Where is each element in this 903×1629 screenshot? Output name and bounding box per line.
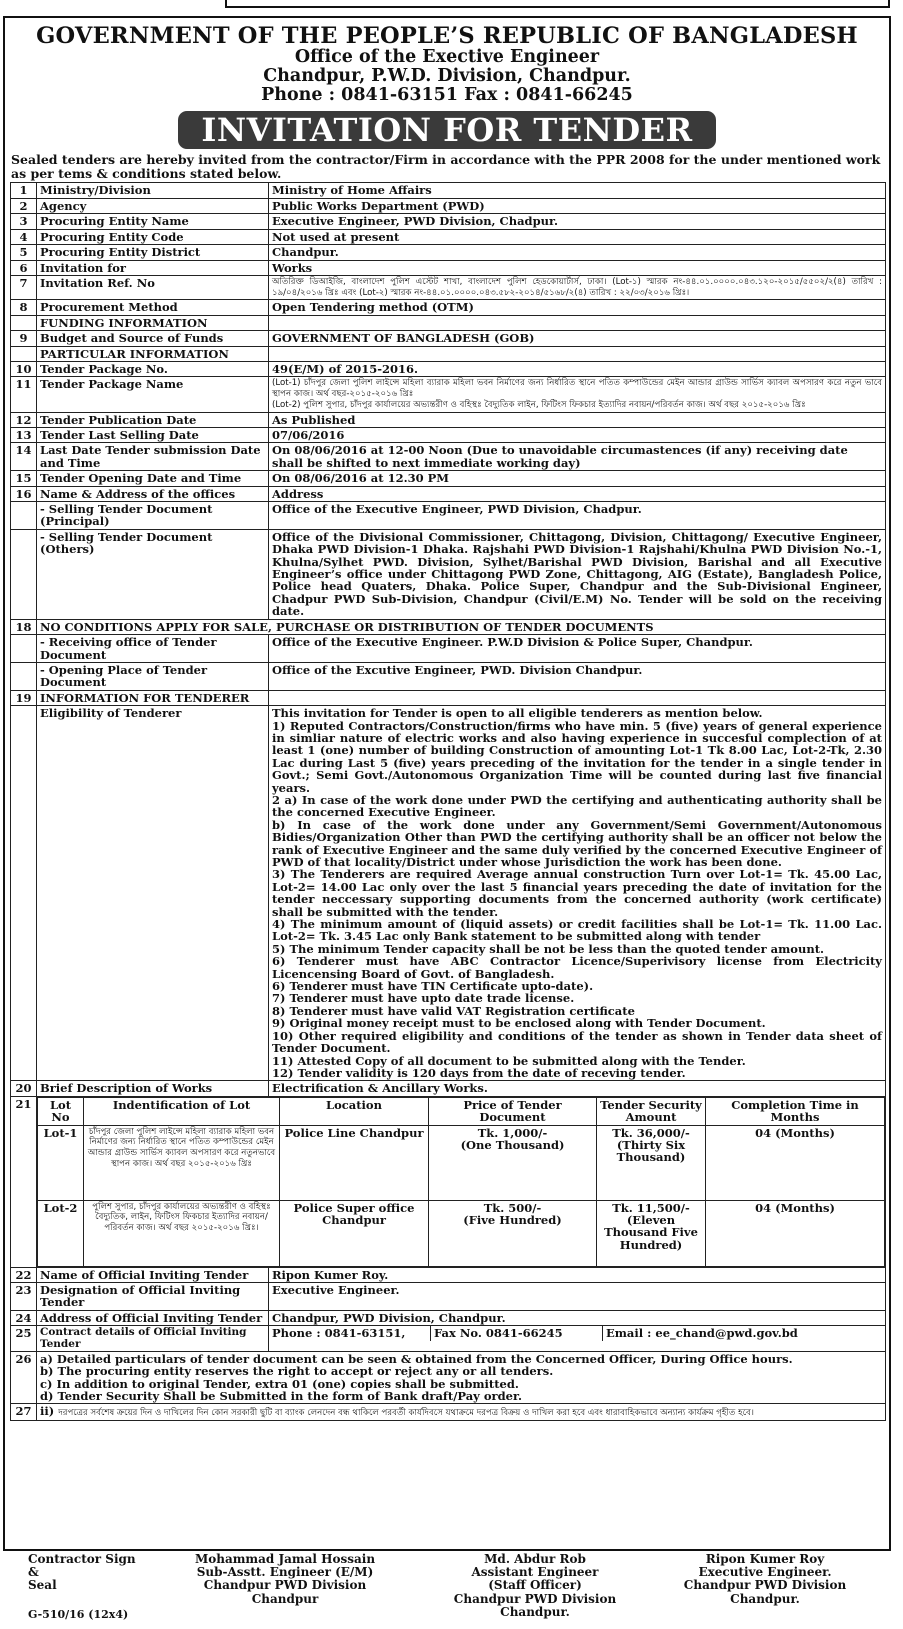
- tender-banner: INVITATION FOR TENDER: [178, 111, 716, 149]
- row-label: Budget and Source of Funds: [37, 331, 269, 346]
- table-row: [11, 315, 886, 330]
- table-row: [11, 377, 886, 412]
- row-label: Ministry/Division: [37, 183, 269, 198]
- eligibility-line: 6) Tenderer must have TIN Certificate upto-date).: [272, 979, 594, 994]
- holiday-note-text: দরপত্রের সর্বশেষ ক্রয়ের দিন ও দাখিলের দিন কোন সরকারী ছুটি বা ব্যাংক লেনদেন বন্ধ থাকিলে পরবর্তী কার্যদিবসে যথাক্রমে দরপত্র বিক্রয় ও দাখিল করা হবে এবং ধারাবাহিকভাবে অন্যান্য কার্যক্রম গৃহীত হবে।: [58, 1408, 754, 1419]
- table-row: [11, 260, 886, 275]
- table-row: [11, 1267, 886, 1282]
- table-row: [11, 1282, 886, 1310]
- row-value: Chandpur.: [269, 245, 886, 260]
- eligibility-line: 7) Tenderer must have upto date trade license.: [272, 991, 575, 1006]
- row-value: Office of the Excutive Engineer, PWD. Division Chandpur.: [269, 662, 886, 690]
- table-row: [11, 346, 886, 361]
- row-value: Works: [269, 260, 886, 275]
- top-border-stub: [225, 0, 890, 8]
- lot-row: [38, 1125, 885, 1200]
- eligibility-line: 8) Tenderer must have valid VAT Registration certificate: [272, 1003, 635, 1018]
- location-header: Location: [280, 1097, 429, 1125]
- row-number: 5: [11, 245, 37, 260]
- row-number: 10: [11, 362, 37, 377]
- lot-header: Lot No: [38, 1097, 84, 1125]
- row-number: 16: [11, 486, 37, 501]
- lot-price: Tk. 500/- (Five Hundred): [429, 1200, 597, 1266]
- row-value: Office of the Divisional Commissioner, Chittagong, Division, Chittagong/ Executive Engineer, Dhaka PWD Division-1 Dhaka. Rajshahi PWD Division-1 Rajshahi/Khulna PWD Division No.-1, Khulna/Sylhet PWD. Division, Sylhet/Barishal PWD Division, Barishal and all Executive Engineer’s office under Chittagong PWD Zone, Chittagong, AIG (Estate), Bangladesh Police, Police head Quaters, Dhaka. Police Super, Chandpur and the Sub-Divisional Engineer, Chadpur PWD Sub-Division, Chandpur (Civil/E.M) No. Tender will be sold on the receiving date.: [269, 529, 886, 619]
- table-row: [11, 198, 886, 213]
- row-number: 27: [11, 1404, 37, 1421]
- row-number: 3: [11, 214, 37, 229]
- lot-security: Tk. 36,000/- (Thirty Six Thousand): [597, 1125, 706, 1200]
- row-number: 22: [11, 1267, 37, 1282]
- table-row: [11, 619, 886, 634]
- eligibility-line: This invitation for Tender is open to all eligible tenderers as mention below.: [272, 706, 763, 721]
- table-row: [11, 331, 886, 346]
- contact-details: [269, 1326, 886, 1352]
- publication-code: G-510/16 (12x4): [28, 1608, 129, 1621]
- note-line: c) In addition to original Tender, extra 01 (one) copies shall be submitted.: [40, 1376, 519, 1391]
- row-value: Open Tendering method (OTM): [269, 300, 886, 315]
- holiday-note: ii) দরপত্রের সর্বশেষ ক্রয়ের দিন ও দাখিলের দিন কোন সরকারী ছুটি বা ব্যাংক লেনদেন বন্ধ থাকিলে পরবর্তী কার্যদিবসে যথাক্রমে দরপত্র বিক্রয় ও দাখিল করা হবে এবং ধারাবাহিকভাবে অন্যান্য কার্যক্রম গৃহীত হবে।: [37, 1404, 886, 1421]
- lot-security: Tk. 11,500/- (Eleven Thousand Five Hundred): [597, 1200, 706, 1266]
- row-label: Procuring Entity District: [37, 245, 269, 260]
- table-row: [11, 471, 886, 486]
- security-header: Tender Security Amount: [597, 1097, 706, 1125]
- row-number: 11: [11, 377, 37, 412]
- intro-text: Sealed tenders are hereby invited from the contractor/Firm in accordance with the PPR 2008 for the under mentioned work as per tems & conditions stated below.: [11, 151, 881, 181]
- table-row: [11, 362, 886, 377]
- row-label: Contract details of Official Inviting Tender: [37, 1326, 269, 1352]
- row-label: Invitation for: [37, 260, 269, 275]
- row-value: Ripon Kumer Roy.: [269, 1267, 886, 1282]
- row-number: 21: [11, 1096, 37, 1267]
- executive-engineer-signature: Ripon Kumer Roy Executive Engineer. Chandpur PWD Division Chandpur.: [683, 1552, 847, 1606]
- row-number: 8: [11, 300, 37, 315]
- lot-location: Police Line Chandpur: [280, 1125, 429, 1200]
- table-row: [11, 635, 886, 663]
- completion-header: Completion Time in Months: [706, 1097, 885, 1125]
- row-label: Procuring Entity Name: [37, 214, 269, 229]
- table-row: [11, 245, 886, 260]
- table-row: [11, 229, 886, 244]
- table-row: [11, 529, 886, 619]
- lot-number: Lot-1: [38, 1125, 84, 1200]
- eligibility-line: 1) Reputed Contractors/Construction/firms who have min. 5 (five) years of general experience in simliar nature of electric works and also having experience in succesful complection of at least 1 (one) number of building Construction of amounting Lot-1 Tk 8.00 Lac, Lot-2-Tk, 2.30 Lac during Last 5 (five) years preceding of the invitation for the tender in a single tender in Govt.; Semi Govt./Autonomous Organization Time will be counted during last five financial years.: [272, 718, 882, 795]
- row-value: Executive Engineer.: [269, 1282, 886, 1310]
- row-value: Public Works Department (PWD): [269, 198, 886, 213]
- row-label: - Opening Place of Tender Document: [37, 662, 269, 690]
- row-label: Name & Address of the offices: [37, 486, 269, 501]
- table-row: [11, 1081, 886, 1096]
- row-label: Agency: [37, 198, 269, 213]
- row-value: Office of the Executive Engineer. P.W.D Division & Police Super, Chandpur.: [269, 635, 886, 663]
- table-row: [11, 300, 886, 315]
- row-value: Not used at present: [269, 229, 886, 244]
- eligibility-line: 5) The minimum Tender capacity shall be not be less than the quoted tender amount.: [272, 941, 825, 956]
- fax-text: Fax No. 0841-66245: [431, 1326, 603, 1340]
- row-label: - Receiving office of Tender Document: [37, 635, 269, 663]
- row-value: Address: [269, 486, 886, 501]
- ident-header: Indentification of Lot: [84, 1097, 280, 1125]
- lot-completion: 04 (Months): [706, 1200, 885, 1266]
- row-number: 1: [11, 183, 37, 198]
- eligibility-line: 4) The minimum amount of (liquid assets) or credit facilities shall be Lot-1= Tk. 11.00 Lac. Lot-2= Tk. 3.45 Lac only Bank statement to be submitted along with tender: [272, 917, 882, 944]
- office-title: Office of the Exective Engineer: [294, 47, 600, 68]
- eligibility-line: 10) Other required eligibility and conditions of the tender as shown in Tender data sheet of Tender Document.: [272, 1028, 882, 1056]
- lot-header-row: [38, 1097, 885, 1125]
- table-row: [11, 214, 886, 229]
- row-number: 26: [11, 1351, 37, 1404]
- row-number: 2: [11, 198, 37, 213]
- price-header: Price of Tender Document: [429, 1097, 597, 1125]
- row-label: Tender Package No.: [37, 362, 269, 377]
- row-number: 23: [11, 1282, 37, 1310]
- row-label: Last Date Tender submission Date and Time: [37, 443, 269, 471]
- row-number: 4: [11, 229, 37, 244]
- row-number: 20: [11, 1081, 37, 1096]
- lot-identification: পুলিশ সুপার, চাঁদপুর কার্যালয়ের অভ্যন্তরীণ ও বহিস্থঃ বৈদ্যুতিক, লাইন, ফিটিংস ফিকচার ইত্যাদির নবায়ন/পরিবর্তন কাজ। অর্থ বছর ২০১৫-২০১৬ খ্রিঃ।: [84, 1200, 280, 1266]
- row-label: Tender Publication Date: [37, 412, 269, 427]
- table-row: [11, 690, 886, 705]
- eligibility-line: 6) Tenderer must have ABC Contractor Licence/Superivisory license from Electricity Licencensing Board of Govt. of Bangladesh.: [272, 954, 882, 981]
- lot-number: Lot-2: [38, 1200, 84, 1266]
- row-label: Designation of Official Inviting Tender: [37, 1282, 269, 1310]
- row-label: Name of Official Inviting Tender: [37, 1267, 269, 1282]
- table-row: [11, 1096, 886, 1267]
- row-number: 15: [11, 471, 37, 486]
- package-lot2: (Lot-2) পুলিশ সুপার, চাঁদপুর কার্যালয়ের অভ্যন্তরীণ ও বহিস্থঃ বৈদ্যুতিক লাইন, ফিটিংস ফিকচার ইত্যাদির নবায়ন/পরিবর্তন কাজ। অর্থ বছর ২০১৫-২০১৬ খ্রিঃ: [272, 399, 806, 410]
- table-row: [11, 486, 886, 501]
- sub-asst-engineer-signature: Mohammad Jamal Hossain Sub-Asstt. Engineer (E/M) Chandpur PWD Division Chandpur: [194, 1552, 376, 1606]
- row-label: Eligibility of Tenderer: [37, 706, 269, 1081]
- lot-price: Tk. 1,000/- (One Thousand): [429, 1125, 597, 1200]
- notes: [37, 1351, 886, 1404]
- tender-notice: [3, 16, 891, 1551]
- note-line: d) Tender Security Shall be Submitted in the form of Bank draft/Pay order.: [40, 1389, 522, 1404]
- note-line: b) The procuring entity reserves the right to accept or reject any or all tenders.: [40, 1364, 554, 1379]
- office-address: Chandpur, P.W.D. Division, Chandpur.: [263, 66, 631, 87]
- eligibility-line: 9) Original money receipt must to be enclosed along with Tender Document.: [272, 1016, 766, 1031]
- row-number: 25: [11, 1326, 37, 1352]
- row-label: Invitation Ref. No: [37, 275, 269, 299]
- package-lot1: (Lot-1) চাঁদপুর জেলা পুলিশ লাইন্সে মহিলা ব্যারাক মহিলা ভবন নির্মাণের জন্য নির্ধারিত স্থানে পতিত কম্পাউন্ডের মেইন আন্ডার গ্রাউন্ড সার্ভিস ক্যাবল অপসারণ করে নতুন ভাবে স্থাপন কাজ। অর্থ বছর-২০১৫-২০১৬ খ্রিঃ: [272, 378, 882, 400]
- row-value: Electrification & Ancillary Works.: [269, 1081, 886, 1096]
- row-label: Brief Description of Works: [37, 1081, 269, 1096]
- eligibility-line: 2 a) In case of the work done under PWD the certifying and authenticating authority shall be the concerned Executive Engineer.: [272, 792, 882, 820]
- table-row: [11, 1351, 886, 1404]
- row-number: 18: [11, 619, 37, 634]
- table-row: [11, 1404, 886, 1421]
- email-text: Email : ee_chand@pwd.gov.bd: [606, 1326, 798, 1341]
- row-value: 07/06/2016: [269, 428, 886, 443]
- row-value: GOVERNMENT OF BANGLADESH (GOB): [269, 331, 886, 346]
- table-row: [11, 428, 886, 443]
- table-row: [11, 443, 886, 471]
- row-number: 19: [11, 690, 37, 705]
- lot-location: Police Super office Chandpur: [280, 1200, 429, 1266]
- section-heading: NO CONDITIONS APPLY FOR SALE, PURCHASE OR DISTRIBUTION OF TENDER DOCUMENTS: [37, 619, 886, 634]
- row-number: 24: [11, 1310, 37, 1325]
- row-label: Tender Opening Date and Time: [37, 471, 269, 486]
- section-heading: PARTICULAR INFORMATION: [37, 346, 269, 361]
- invitation-ref-value: অতিরিক্ত ডিআইজি, বাংলাদেশ পুলিশ এস্টেট শাখা, বাংলাদেশ পুলিশ হেডকোয়ার্টার্স, ঢাকা। (Lot-১) স্মারক নং-৪৪.০১.০০০০.০৪৩.১২০-২০১৫/৫৫০২/২(৪) তারিখ : ১৯/০৪/২০১৬ খ্রিঃ এবং (Lot-২) স্মারক নং-৪৪.০১.০০০০.০৪৩.৫৮২-২০১৪/৫১৬৮/২(৪) তারিখ : ২২/০৩/২০১৬ খ্রিঃ।: [269, 275, 886, 299]
- table-row: [11, 1310, 886, 1325]
- row-number: 13: [11, 428, 37, 443]
- lot-table: [37, 1097, 885, 1267]
- package-name-value: [269, 377, 886, 412]
- row-value: On 08/06/2016 at 12.30 PM: [269, 471, 886, 486]
- row-label: - Selling Tender Document (Principal): [37, 502, 269, 530]
- eligibility-line: 3) The Tenderers are required Average annual construction Turn over Lot-1= Tk. 45.00 Lac, Lot-2= 14.00 Lac only over the last 5 financial years preceding the date of invitation for the tender neccessary supporting documents from the concerned authority (work certificate) shall be submitted with the tender.: [272, 867, 882, 919]
- row-label: Tender Package Name: [37, 377, 269, 412]
- row-number: 7: [11, 275, 37, 299]
- table-row: [11, 275, 886, 299]
- eligibility-text: [269, 706, 886, 1081]
- contractor-signature: Contractor Sign & Seal: [28, 1552, 136, 1593]
- lot-completion: 04 (Months): [706, 1125, 885, 1200]
- eligibility-line: b) In case of the work done under any Government/Semi Government/Autonomous Bidies/Organization Other than PWD the certifying authority shall be an officer not below the rank of Executive Engineer and the same duly verified by the concerned Executive Engineer of PWD of that locality/District under whose Jurisdiction the work has been done.: [272, 817, 882, 870]
- row-value: Executive Engineer, PWD Division, Chadpur.: [269, 214, 886, 229]
- table-row: [11, 662, 886, 690]
- table-row: [11, 412, 886, 427]
- lot-identification: চাঁদপুর জেলা পুলিশ লাইন্সে মহিলা ব্যারাক মহিলা ভবন নির্মাণের জন্য নির্ধারিত স্থানে পতিত কম্পাউন্ডের মেইন আন্ডার গ্রাউন্ড সার্ভিস ক্যাবল অপসারণ করে নতুনভাবে স্থাপন কাজ। অর্থ বছর ২০১৫-২০১৬ খ্রিঃ: [84, 1125, 280, 1200]
- row-label: Address of Official Inviting Tender: [37, 1310, 269, 1325]
- row-value: Office of the Executive Engineer, PWD Division, Chadpur.: [269, 502, 886, 530]
- row-label: - Selling Tender Document (Others): [37, 529, 269, 619]
- office-phone: Phone : 0841-63151 Fax : 0841-66245: [261, 85, 633, 106]
- section-heading: FUNDING INFORMATION: [37, 315, 269, 330]
- lot-row: [38, 1200, 885, 1266]
- assistant-engineer-signature: Md. Abdur Rob Assistant Engineer (Staff Officer) Chandpur PWD Division Chandpur.: [453, 1552, 617, 1619]
- row-value: Ministry of Home Affairs: [269, 183, 886, 198]
- signature-block: [0, 1553, 903, 1619]
- table-row: [11, 1326, 886, 1352]
- tender-table: [10, 182, 886, 1421]
- section-heading: INFORMATION FOR TENDERER: [37, 690, 269, 705]
- note-line: a) Detailed particulars of tender document can be seen & obtained from the Concerned Officer, During Office hours.: [40, 1351, 793, 1366]
- eligibility-line: 12) Tender validity is 120 days from the date of receving tender.: [272, 1065, 686, 1080]
- row-number: 9: [11, 331, 37, 346]
- row-number: 12: [11, 412, 37, 427]
- phone-text: Phone : 0841-63151,: [269, 1326, 431, 1340]
- row-number: 14: [11, 443, 37, 471]
- row-label: Tender Last Selling Date: [37, 428, 269, 443]
- gov-title: GOVERNMENT OF THE PEOPLE’S REPUBLIC OF BANGLADESH: [36, 23, 858, 49]
- row-value: As Published: [269, 412, 886, 427]
- row-label: Procurement Method: [37, 300, 269, 315]
- row-label: Procuring Entity Code: [37, 229, 269, 244]
- row-value: 49(E/M) of 2015-2016.: [269, 362, 886, 377]
- row-number: 6: [11, 260, 37, 275]
- table-row: [11, 183, 886, 198]
- eligibility-line: 11) Attested Copy of all document to be submitted along with the Tender.: [272, 1053, 746, 1068]
- table-row: [11, 706, 886, 1081]
- row-value: Chandpur, PWD Division, Chandpur.: [269, 1310, 886, 1325]
- row-value: On 08/06/2016 at 12-00 Noon (Due to unavoidable circumastences (if any) receiving date shall be shifted to next immediate working day): [269, 443, 886, 471]
- table-row: [11, 502, 886, 530]
